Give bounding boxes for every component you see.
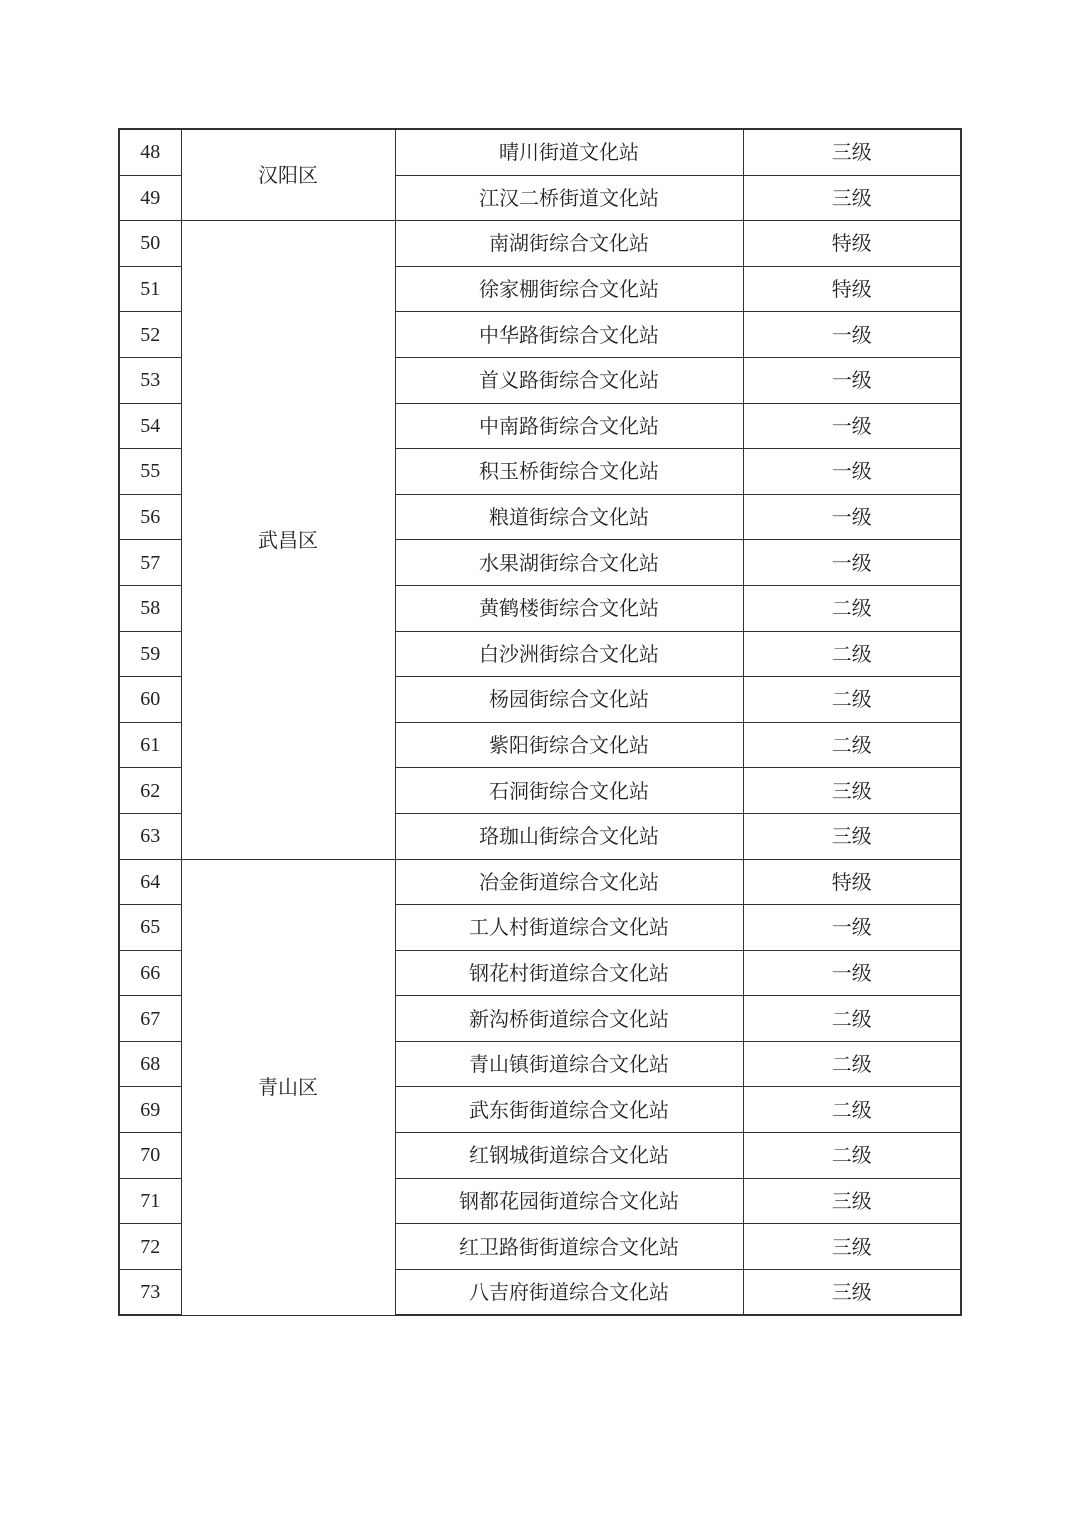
station-level-cell: 三级: [743, 1224, 961, 1270]
table-row: [119, 129, 961, 175]
row-number-cell: 52: [119, 312, 181, 358]
row-number-cell: 69: [119, 1087, 181, 1133]
row-number-cell: 48: [119, 129, 181, 175]
row-number-cell: 54: [119, 403, 181, 449]
station-level-cell: 特级: [743, 221, 961, 267]
row-number-cell: 66: [119, 950, 181, 996]
station-level-cell: 二级: [743, 1133, 961, 1179]
station-name-cell: 钢都花园街道综合文化站: [395, 1178, 743, 1224]
row-number-cell: 57: [119, 540, 181, 586]
station-name-cell: 紫阳街综合文化站: [395, 722, 743, 768]
station-level-cell: 三级: [743, 129, 961, 175]
station-level-cell: 一级: [743, 950, 961, 996]
station-name-cell: 石洞街综合文化站: [395, 768, 743, 814]
station-level-cell: 二级: [743, 722, 961, 768]
row-number-cell: 55: [119, 449, 181, 495]
station-name-cell: 积玉桥街综合文化站: [395, 449, 743, 495]
table-row: [119, 859, 961, 905]
station-level-cell: 一级: [743, 312, 961, 358]
row-number-cell: 71: [119, 1178, 181, 1224]
station-name-cell: 晴川街道文化站: [395, 129, 743, 175]
station-name-cell: 工人村街道综合文化站: [395, 905, 743, 951]
station-level-cell: 三级: [743, 1178, 961, 1224]
station-level-cell: 一级: [743, 494, 961, 540]
station-name-cell: 杨园街综合文化站: [395, 677, 743, 723]
station-name-cell: 红钢城街道综合文化站: [395, 1133, 743, 1179]
station-level-cell: 三级: [743, 1269, 961, 1315]
station-level-cell: 二级: [743, 1087, 961, 1133]
station-level-cell: 一级: [743, 449, 961, 495]
station-name-cell: 武东街街道综合文化站: [395, 1087, 743, 1133]
station-level-cell: 特级: [743, 266, 961, 312]
station-name-cell: 八吉府街道综合文化站: [395, 1269, 743, 1315]
station-level-cell: 一级: [743, 540, 961, 586]
station-name-cell: 水果湖街综合文化站: [395, 540, 743, 586]
row-number-cell: 63: [119, 813, 181, 859]
row-number-cell: 59: [119, 631, 181, 677]
row-number-cell: 50: [119, 221, 181, 267]
station-level-cell: 二级: [743, 1041, 961, 1087]
station-level-cell: 特级: [743, 859, 961, 905]
station-name-cell: 黄鹤楼街综合文化站: [395, 585, 743, 631]
row-number-cell: 64: [119, 859, 181, 905]
station-name-cell: 白沙洲街综合文化站: [395, 631, 743, 677]
station-name-cell: 首义路街综合文化站: [395, 357, 743, 403]
station-level-cell: 三级: [743, 768, 961, 814]
station-name-cell: 中华路街综合文化站: [395, 312, 743, 358]
row-number-cell: 61: [119, 722, 181, 768]
station-name-cell: 徐家棚街综合文化站: [395, 266, 743, 312]
row-number-cell: 68: [119, 1041, 181, 1087]
district-cell: 武昌区: [181, 221, 395, 859]
station-level-cell: 三级: [743, 175, 961, 221]
station-name-cell: 粮道街综合文化站: [395, 494, 743, 540]
station-name-cell: 青山镇街道综合文化站: [395, 1041, 743, 1087]
row-number-cell: 53: [119, 357, 181, 403]
station-level-cell: 一级: [743, 357, 961, 403]
station-name-cell: 南湖街综合文化站: [395, 221, 743, 267]
station-name-cell: 新沟桥街道综合文化站: [395, 996, 743, 1042]
row-number-cell: 65: [119, 905, 181, 951]
station-level-cell: 三级: [743, 813, 961, 859]
station-level-cell: 一级: [743, 905, 961, 951]
station-level-cell: 二级: [743, 677, 961, 723]
station-level-cell: 二级: [743, 631, 961, 677]
row-number-cell: 51: [119, 266, 181, 312]
station-level-cell: 二级: [743, 585, 961, 631]
row-number-cell: 49: [119, 175, 181, 221]
row-number-cell: 58: [119, 585, 181, 631]
table-body: [119, 129, 961, 1315]
row-number-cell: 56: [119, 494, 181, 540]
station-level-cell: 一级: [743, 403, 961, 449]
row-number-cell: 73: [119, 1269, 181, 1315]
row-number-cell: 62: [119, 768, 181, 814]
district-cell: 汉阳区: [181, 129, 395, 221]
station-name-cell: 江汉二桥街道文化站: [395, 175, 743, 221]
station-level-cell: 二级: [743, 996, 961, 1042]
table-row: [119, 221, 961, 267]
station-name-cell: 中南路街综合文化站: [395, 403, 743, 449]
row-number-cell: 67: [119, 996, 181, 1042]
district-cell: 青山区: [181, 859, 395, 1315]
station-name-cell: 钢花村街道综合文化站: [395, 950, 743, 996]
station-name-cell: 红卫路街街道综合文化站: [395, 1224, 743, 1270]
station-name-cell: 冶金街道综合文化站: [395, 859, 743, 905]
row-number-cell: 72: [119, 1224, 181, 1270]
row-number-cell: 60: [119, 677, 181, 723]
culture-station-table: [118, 128, 962, 1316]
row-number-cell: 70: [119, 1133, 181, 1179]
station-name-cell: 珞珈山街综合文化站: [395, 813, 743, 859]
